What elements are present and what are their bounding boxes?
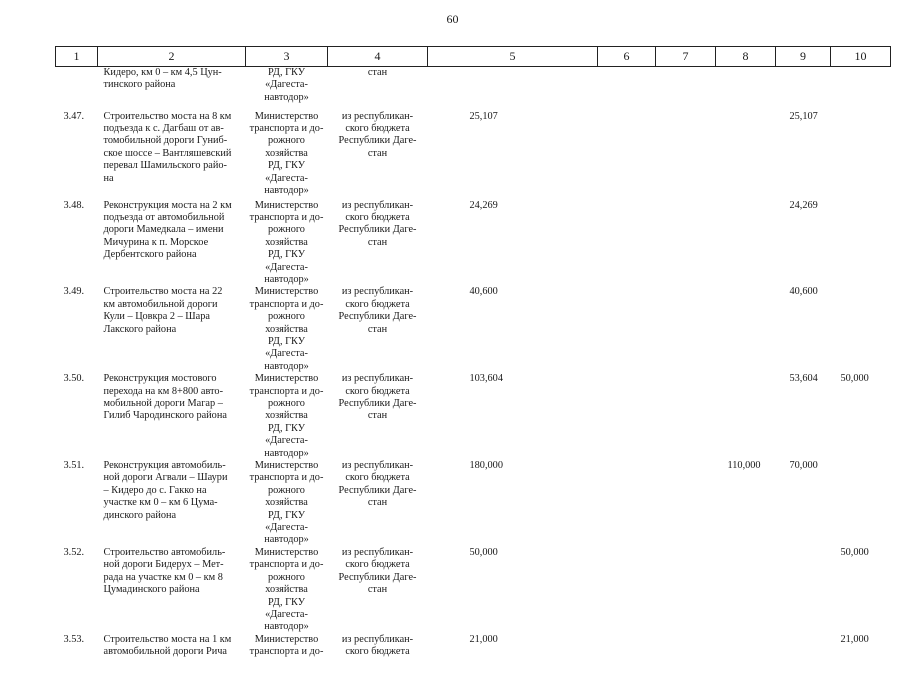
row-number: 3.50. xyxy=(63,373,85,385)
row-number: 3.53. xyxy=(63,633,85,645)
funding-source: из республикан- ского бюджета xyxy=(341,633,414,658)
funding-source: из республикан- ского бюджета Республики Даге- стан xyxy=(338,199,417,248)
funding-source: из республикан- ского бюджета Республики Даге- стан xyxy=(338,373,417,422)
amount-col-6 xyxy=(598,111,656,200)
column-header: 2 xyxy=(98,47,246,67)
executor: Министерство транспорта и до- рожного хозяйства РД, ГКУ «Дагеста- навтодор» xyxy=(249,199,324,285)
row-number: 3.47. xyxy=(63,110,85,122)
funding-source: из республикан- ского бюджета Республики Даге- стан xyxy=(338,546,417,596)
funding-source: из республикан- ского бюджета Республики Даге- стан xyxy=(338,286,417,335)
amount-col-9: 25,107 xyxy=(789,110,818,122)
amount-col-6 xyxy=(598,373,656,460)
amount-col-8 xyxy=(716,200,776,287)
amount-col-9: 70,000 xyxy=(789,460,818,472)
row-number xyxy=(56,67,98,111)
table-row xyxy=(56,200,891,287)
column-header: 4 xyxy=(328,47,428,67)
amount-col-6 xyxy=(598,286,656,373)
object-name: Строительство моста на 1 км автомобильной дороги Рича xyxy=(103,633,232,658)
column-header: 8 xyxy=(716,47,776,67)
amount-col-7 xyxy=(656,111,716,200)
executor: Министерство транспорта и до- xyxy=(249,633,324,658)
column-header: 3 xyxy=(246,47,328,67)
object-name: Строительство моста на 8 км подъезда к с. Дагбаш от ав- томобильной дороги Гуниб- ское шоссе – Вантляшевский перевал Шамильского райо- на xyxy=(103,110,232,184)
amount-col-8 xyxy=(716,111,776,200)
budget-table xyxy=(55,46,891,674)
amount-col-10 xyxy=(831,460,891,547)
amount-col-6 xyxy=(598,460,656,547)
amount-col-8: 110,000 xyxy=(727,460,761,472)
amount-col-10: 50,000 xyxy=(840,373,869,385)
executor: Министерство транспорта и до- рожного хозяйства РД, ГКУ «Дагеста- навтодор» xyxy=(249,110,324,196)
amount-col-10: 50,000 xyxy=(840,546,869,558)
object-name: Строительство автомобиль- ной дороги Бидерух – Мет- рада на участке км 0 – км 8 Цумадинского района xyxy=(103,546,226,596)
amount-total: 180,000 xyxy=(469,460,503,472)
table-row xyxy=(56,286,891,373)
object-name: Реконструкция мостового перехода на км 8+800 авто- мобильной дороги Магар – Гилиб Чародинского района xyxy=(103,373,227,422)
funding-source: стан xyxy=(367,67,388,78)
amount-col-9: 40,600 xyxy=(789,286,818,298)
executor: РД, ГКУ «Дагеста- навтодор» xyxy=(264,67,309,103)
column-header: 10 xyxy=(831,47,891,67)
column-header: 1 xyxy=(56,47,98,67)
amount-col-10 xyxy=(831,286,891,373)
executor: Министерство транспорта и до- рожного хозяйства РД, ГКУ «Дагеста- навтодор» xyxy=(249,373,324,459)
amount-col-9: 24,269 xyxy=(789,199,818,211)
column-header: 6 xyxy=(598,47,656,67)
object-name: Кидеро, км 0 – км 4,5 Цун- тинского района xyxy=(103,67,222,91)
object-name: Реконструкция автомобиль- ной дороги Агвали – Шаури – Кидеро до с. Гакко на участке км 0 – км 6 Цума- динского района xyxy=(103,460,228,521)
amount-col-10 xyxy=(831,200,891,287)
column-header: 9 xyxy=(776,47,831,67)
executor: Министерство транспорта и до- рожного хозяйства РД, ГКУ «Дагеста- навтодор» xyxy=(249,546,324,633)
amount-col-10 xyxy=(831,111,891,200)
amount-col-6 xyxy=(598,200,656,287)
amount-col-9 xyxy=(776,547,831,634)
amount-col-7 xyxy=(656,460,716,547)
amount-col-10: 21,000 xyxy=(840,633,869,645)
row-number: 3.48. xyxy=(63,199,85,211)
amount-col-8 xyxy=(716,286,776,373)
amount-total: 24,269 xyxy=(469,199,498,211)
column-header: 5 xyxy=(428,47,598,67)
row-number: 3.52. xyxy=(63,546,85,558)
amount-total: 103,604 xyxy=(469,373,503,385)
continuation-row xyxy=(56,67,891,111)
row-number: 3.51. xyxy=(63,460,85,472)
amount-col-7 xyxy=(656,373,716,460)
table-row xyxy=(56,547,891,634)
table-row xyxy=(56,373,891,460)
amount-total: 50,000 xyxy=(469,546,498,558)
amount-col-8 xyxy=(716,547,776,634)
amount-col-7 xyxy=(656,286,716,373)
column-header: 7 xyxy=(656,47,716,67)
amount-total: 21,000 xyxy=(469,633,498,645)
amount-total: 25,107 xyxy=(469,110,498,122)
table-row xyxy=(56,460,891,547)
amount-col-7 xyxy=(656,200,716,287)
executor: Министерство транспорта и до- рожного хозяйства РД, ГКУ «Дагеста- навтодор» xyxy=(249,286,324,372)
amount-col-9: 53,604 xyxy=(789,373,818,385)
page-number: 60 xyxy=(446,12,459,26)
funding-source: из республикан- ского бюджета Республики Даге- стан xyxy=(338,110,417,159)
funding-source: из республикан- ского бюджета Республики Даге- стан xyxy=(338,460,417,509)
object-name: Строительство моста на 22 км автомобильной дороги Кули – Цовкра 2 – Шара Лакского района xyxy=(103,286,223,335)
amount-col-6 xyxy=(598,547,656,634)
table-row xyxy=(56,111,891,200)
amount-col-8 xyxy=(716,373,776,460)
row-number: 3.49. xyxy=(63,286,85,298)
amount-col-7 xyxy=(656,547,716,634)
executor: Министерство транспорта и до- рожного хозяйства РД, ГКУ «Дагеста- навтодор» xyxy=(249,460,324,546)
table-header-row xyxy=(56,47,891,67)
amount-total: 40,600 xyxy=(469,286,498,298)
object-name: Реконструкция моста на 2 км подъезда от автомобильной дороги Мамедкала – имени Мичурина к п. Морское Дербентского района xyxy=(103,199,232,261)
